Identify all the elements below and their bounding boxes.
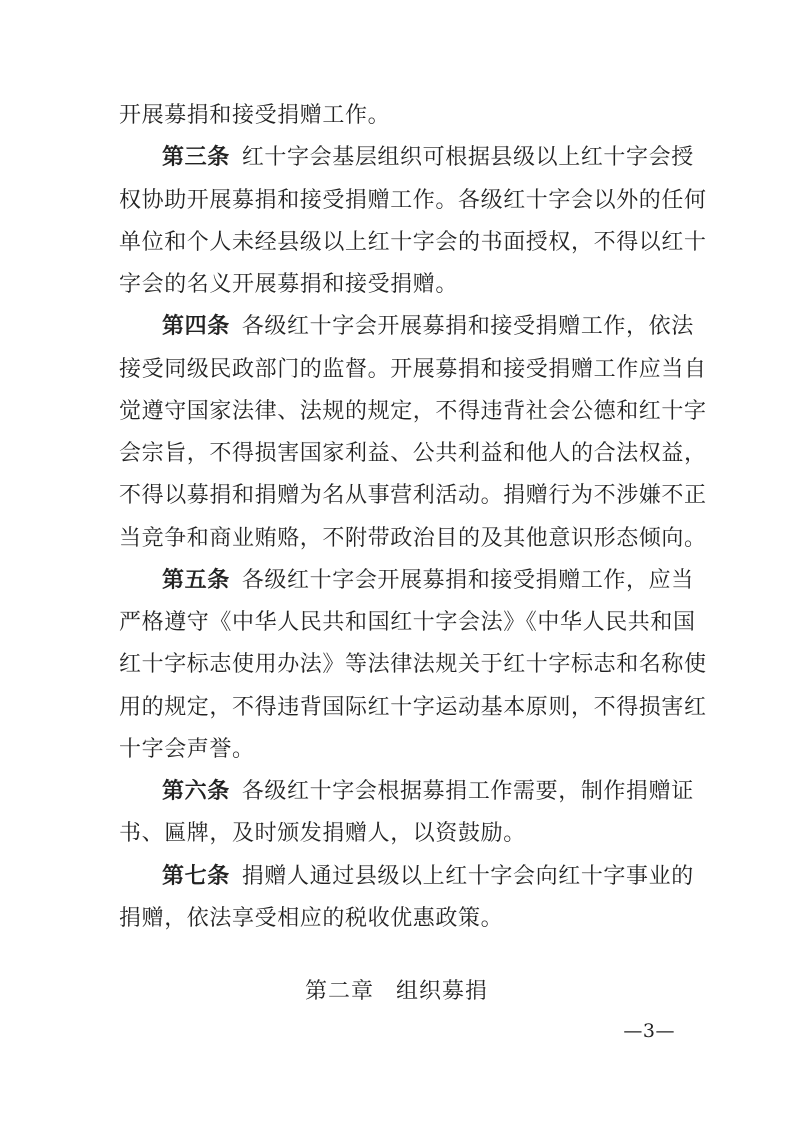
paragraph-line: 各级红十字会开展募捐和接受捐赠工作，依法 — [241, 314, 694, 339]
paragraph-line: 十字会声誉。 — [119, 737, 255, 762]
chapter-title: 组织募捐 — [396, 979, 489, 1004]
paragraph-line: 各级红十字会根据募捐工作需要，制作捐赠证 — [241, 779, 694, 804]
paragraph-line: 字会的名义开展募捐和接受捐赠。 — [119, 272, 459, 297]
paragraph-line: 单位和个人未经县级以上红十字会的书面授权，不得以红十 — [119, 230, 707, 255]
article-3-first-line — [162, 144, 694, 172]
paragraph-line: 当竞争和商业贿赂，不附带政治目的及其他意识形态倾向。 — [119, 526, 707, 551]
page-number: —3— — [623, 1020, 675, 1042]
article-6-first-line — [162, 778, 694, 806]
paragraph-line: 严格遵守《中华人民共和国红十字会法》《中华人民共和国 — [119, 610, 696, 635]
article-4-first-line — [162, 313, 694, 341]
paragraph-line: 会宗旨，不得损害国家利益、公共利益和他人的合法权益， — [119, 441, 707, 466]
paragraph-line: 捐赠，依法享受相应的税收优惠政策。 — [119, 906, 504, 931]
paragraph-line: 不得以募捐和捐赠为名从事营利活动。捐赠行为不涉嫌不正 — [119, 483, 707, 508]
paragraph-line: 红十字标志使用办法》等法律法规关于红十字标志和名称使 — [119, 652, 707, 677]
article-7-heading: 第七条 — [162, 864, 230, 889]
article-3-heading: 第三条 — [162, 145, 230, 170]
paragraph-line: 书、匾牌，及时颁发捐赠人，以资鼓励。 — [119, 821, 526, 846]
article-5-heading: 第五条 — [162, 568, 230, 593]
paragraph-line: 红十字会基层组织可根据县级以上红十字会授 — [241, 145, 694, 170]
paragraph-line: 权协助开展募捐和接受捐赠工作。各级红十字会以外的任何 — [119, 188, 707, 213]
paragraph-line: 接受同级民政部门的监督。开展募捐和接受捐赠工作应当自 — [119, 357, 707, 382]
paragraph-line: 用的规定，不得违背国际红十字运动基本原则，不得损害红 — [119, 695, 707, 720]
paragraph-line: 开展募捐和接受捐赠工作。 — [119, 103, 391, 128]
article-4-heading: 第四条 — [162, 314, 230, 339]
chapter-heading — [0, 978, 793, 1006]
article-5-first-line — [162, 567, 694, 595]
article-6-heading: 第六条 — [162, 779, 230, 804]
chapter-number: 第二章 — [304, 979, 374, 1004]
paragraph-line: 各级红十字会开展募捐和接受捐赠工作，应当 — [241, 568, 694, 593]
paragraph-line: 捐赠人通过县级以上红十字会向红十字事业的 — [241, 864, 694, 889]
article-7-first-line — [162, 863, 694, 891]
paragraph-line: 觉遵守国家法律、法规的规定，不得违背社会公德和红十字 — [119, 399, 707, 424]
